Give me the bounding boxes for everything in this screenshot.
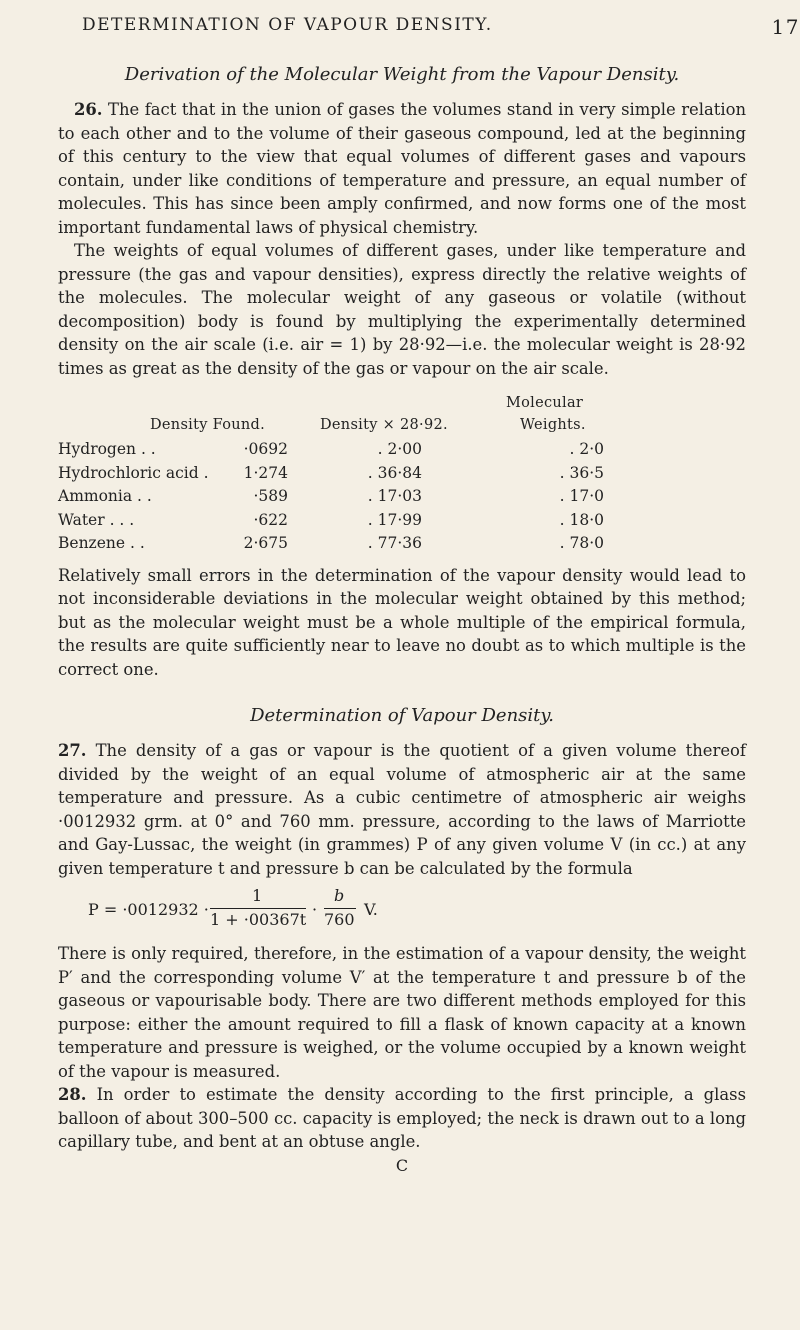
row-product: . 36·84 (367, 463, 422, 482)
row-density: 1·274 (243, 463, 288, 482)
header-density-product: Density × 28·92. (320, 417, 448, 433)
formula-denominator-2: 760 (324, 910, 355, 929)
table-row (58, 485, 746, 509)
row-molecular-weight: . 2·0 (569, 440, 604, 458)
table-row (58, 509, 746, 533)
row-molecular-weight: . 78·0 (559, 534, 604, 552)
table-row (58, 462, 746, 486)
row-name: Benzene . . (58, 534, 145, 552)
header-molecular: Molecular (506, 395, 584, 411)
fraction-bar (210, 908, 306, 909)
row-molecular-weight: . 36·5 (559, 463, 604, 482)
row-density: ·622 (253, 510, 288, 529)
formula-lhs: P = ·0012932 · (88, 900, 209, 919)
formula-denominator-1: 1 + ·00367t (210, 910, 307, 929)
formula-numerator-1: 1 (252, 886, 263, 905)
page-body (58, 62, 746, 1175)
formula-numerator-2: b (334, 886, 345, 905)
row-density: 2·675 (243, 534, 288, 552)
section-heading-vapour-density: Determination of Vapour Density. (250, 705, 554, 726)
signature-mark: C (395, 1155, 409, 1175)
row-name: Water . . . (58, 510, 135, 529)
header-weights: Weights. (520, 417, 586, 433)
table-row (58, 438, 746, 462)
header-density-found: Density Found. (150, 417, 266, 433)
paragraph-27 (58, 739, 746, 880)
row-name: Hydrochloric acid . (58, 463, 209, 482)
paragraph-28 (58, 1083, 746, 1154)
paragraph-methods: There is only required, therefore, in the estimation of a vapour density, the weight P′ and the corresponding volume V′ at the temperature t and pressure b of the gaseous or vapourisable body. There are two different methods employed for this purpose: either the amount required to fill a flask of known capacity at a known temperature and pressure is weighed, or the volume occupied by a known weight of the vapour is measured. (58, 944, 746, 1081)
density-table (58, 392, 746, 556)
table-row (58, 532, 746, 556)
paragraph-text: The density of a gas or vapour is the quotient of a given volume thereof divided by the weight of an equal volume of atmospheric air at the same temperature and pressure. As a cubic centimetre of atmospheric air weighs ·0012932 grm. at 0° and 760 mm. pressure, according to the laws of Marriotte and Gay-Lussac, the weight (in grammes) P of any given volume V (in cc.) at any given temperature t and pressure b can be calculated by the formula (58, 741, 746, 878)
formula-rhs: V. (364, 900, 378, 919)
paragraph-text: The fact that in the union of gases the volumes stand in very simple relation to each other and to the volume of their gaseous compound, led at the beginning of this century to the view that equal volumes of different gases and vapours contain, under like conditions of temperature and pressure, an equal number of molecules. This has since been amply confirmed, and now forms one of the most important fundamental laws of physical chemistry. (58, 100, 747, 237)
paragraph-number: 27. (58, 741, 87, 760)
section-heading-molecular-weight: Derivation of the Molecular Weight from the Vapour Density. (124, 64, 680, 85)
paragraph-26 (58, 98, 746, 239)
row-density: ·589 (253, 487, 288, 505)
paragraph-number: 26. (74, 100, 103, 119)
paragraph-errors: Relatively small errors in the determination of the vapour density would lead to not inconsiderable deviations in the molecular weight obtained by this method; but as the molecular weight must be a whole multiple of the empirical formula, the results are quite sufficiently near to leave no doubt as to which multiple is the correct one. (58, 565, 746, 679)
row-molecular-weight: . 18·0 (559, 510, 604, 529)
running-head (0, 15, 800, 39)
formula-dot: · (312, 900, 318, 919)
paragraph-number: 28. (58, 1085, 87, 1104)
row-product: . 17·99 (367, 510, 422, 529)
fraction-bar (324, 908, 356, 909)
row-name: Hydrogen . . (58, 440, 156, 458)
running-title: DETERMINATION OF VAPOUR DENSITY. (82, 15, 493, 35)
row-product: . 77·36 (367, 534, 422, 552)
formula (58, 886, 746, 938)
table-header (58, 392, 746, 438)
row-product: . 17·03 (367, 487, 422, 505)
row-name: Ammonia . . (58, 487, 152, 505)
row-density: ·0692 (243, 440, 288, 458)
row-molecular-weight: . 17·0 (559, 487, 604, 505)
paragraph-densities: The weights of equal volumes of different gases, under like temperature and pressure (the gas and vapour densities), express directly the relative weights of the molecules. The molecular weight of any gaseous or volatile (without decomposition) body is found by multiplying the experimentally determined density on the air scale (i.e. air = 1) by 28·92—i.e. the molecular weight is 28·92 times as great as the density of the gas or vapour on the air scale. (58, 241, 746, 378)
row-product: . 2·00 (377, 440, 422, 458)
page-number: 17 (771, 15, 800, 39)
paragraph-text: In order to estimate the density according to the first principle, a glass balloon of about 300–500 cc. capacity is employed; the neck is drawn out to a long capillary tube, and bent at an obtuse angle. (58, 1085, 747, 1151)
